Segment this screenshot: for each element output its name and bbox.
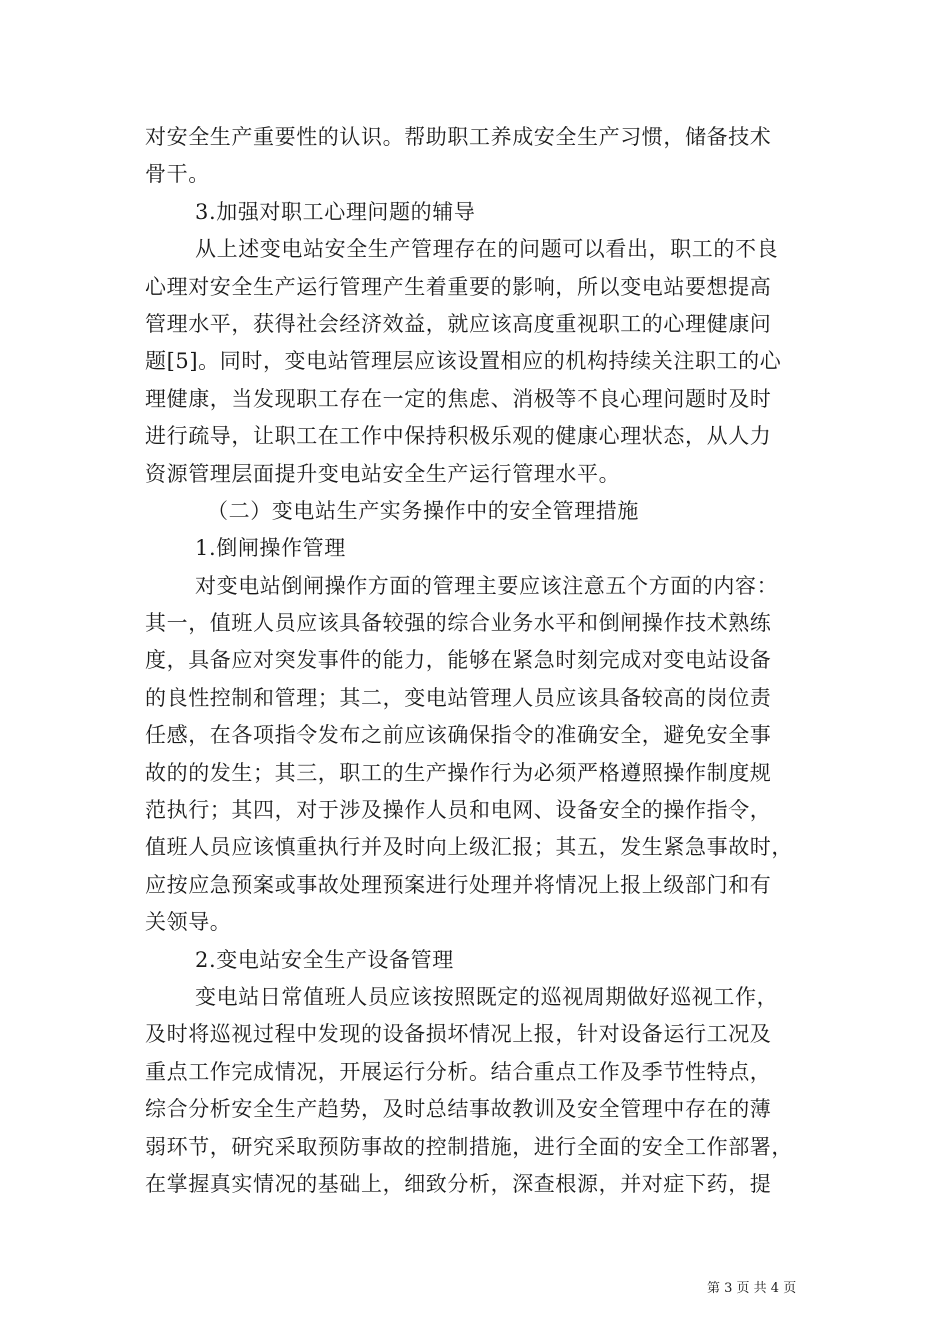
text-line: 故的的发生；其三，职工的生产操作行为必须严格遵照操作制度规 [145, 760, 772, 785]
text-line: 值班人员应该慎重执行并及时向上级汇报；其五，发生紧急事故时， [145, 835, 793, 860]
text-line: 心理对安全生产运行管理产生着重要的影响，所以变电站要想提高 [145, 274, 772, 299]
text-line: 及时将巡视过程中发现的设备损坏情况上报，针对设备运行工况及 [145, 1022, 772, 1047]
text-line: 关领导。 [145, 910, 232, 935]
text-line: 进行疏导，让职工在工作中保持积极乐观的健康心理状态，从人力 [145, 424, 772, 449]
text-line: 重点工作完成情况，开展运行分析。结合重点工作及季节性特点， [145, 1059, 772, 1084]
text-line: 任感，在各项指令发布之前应该确保指令的准确安全，避免安全事 [145, 723, 772, 748]
text-line: 变电站日常值班人员应该按照既定的巡视周期做好巡视工作， [195, 984, 779, 1009]
text-line: 3.加强对职工心理问题的辅导 [195, 199, 476, 224]
text-line: 弱环节，研究采取预防事故的控制措施，进行全面的安全工作部署， [145, 1134, 793, 1159]
body-text [145, 119, 807, 1203]
text-line: 管理水平，获得社会经济效益，就应该高度重视职工的心理健康问 [145, 311, 772, 336]
text-line: 理健康，当发现职工存在一定的焦虑、消极等不良心理问题时及时 [145, 386, 772, 411]
text-line: 其一，值班人员应该具备较强的综合业务水平和倒闸操作技术熟练 [145, 611, 772, 636]
text-line: 1.倒闸操作管理 [195, 536, 346, 561]
text-line: （二）变电站生产实务操作中的安全管理措施 [207, 498, 639, 523]
text-line: 综合分析安全生产趋势，及时总结事故教训及安全管理中存在的薄 [145, 1097, 772, 1122]
page-footer: 第 3 页 共 4 页 [707, 1281, 797, 1296]
text-line: 度，具备应对突发事件的能力，能够在紧急时刻完成对变电站设备 [145, 648, 772, 673]
text-line: 在掌握真实情况的基础上，细致分析，深查根源，并对症下药，提 [145, 1171, 772, 1196]
text-line: 从上述变电站安全生产管理存在的问题可以看出，职工的不良 [195, 237, 779, 262]
text-line: 2.变电站安全生产设备管理 [195, 947, 454, 972]
text-line: 的良性控制和管理；其二，变电站管理人员应该具备较高的岗位责 [145, 685, 772, 710]
text-line: 题[5]。同时，变电站管理层应该设置相应的机构持续关注职工的心 [145, 349, 782, 374]
text-line: 骨干。 [145, 162, 210, 187]
text-line: 对安全生产重要性的认识。帮助职工养成安全生产习惯，储备技术 [145, 125, 772, 149]
text-line: 范执行；其四，对于涉及操作人员和电网、设备安全的操作指令， [145, 798, 772, 823]
text-line: 资源管理层面提升变电站安全生产运行管理水平。 [145, 461, 621, 486]
text-line: 应按应急预案或事故处理预案进行处理并将情况上报上级部门和有 [145, 872, 772, 897]
text-line: 对变电站倒闸操作方面的管理主要应该注意五个方面的内容： [195, 573, 779, 598]
